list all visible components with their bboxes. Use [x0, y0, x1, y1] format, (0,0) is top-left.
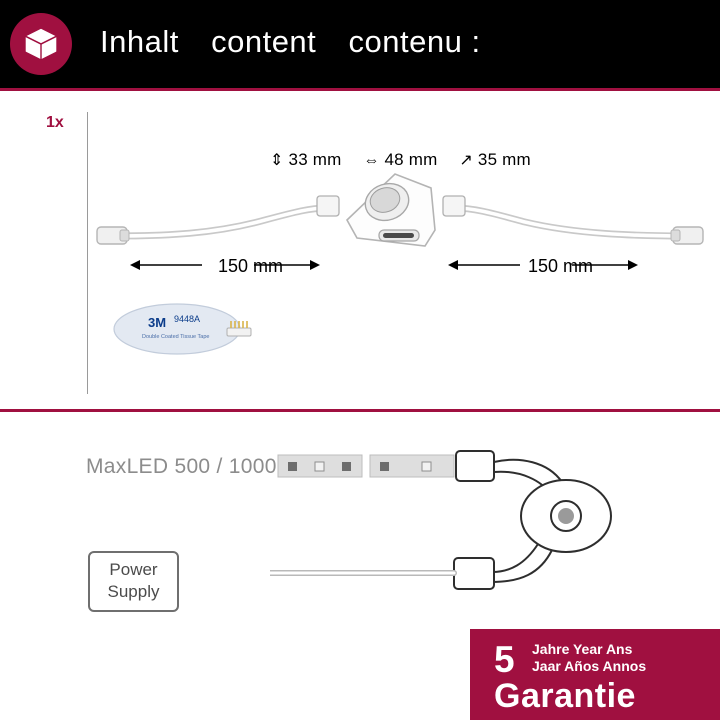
power-supply-box [88, 551, 179, 612]
svg-text:3M: 3M [148, 315, 167, 330]
dimension-depth: 35 mm [477, 150, 531, 169]
package-box-icon [10, 13, 72, 75]
warranty-title: Garantie [494, 677, 636, 715]
warranty-line2: Jaar Años Annos [532, 658, 647, 674]
svg-text:9448A: 9448A [174, 314, 201, 324]
dimension-height: 33 mm [288, 150, 342, 169]
section-vertical-rule [87, 112, 88, 394]
right-cable-length-label: 150 mm [528, 256, 594, 276]
header-bar [0, 0, 720, 88]
power-supply-text [90, 559, 177, 603]
adhesive-tape-icon [112, 300, 242, 358]
page-title-en: content [211, 24, 317, 59]
warranty-badge [470, 629, 720, 720]
warranty-line1: Jahre Year Ans [532, 641, 633, 657]
depth-arrow-icon: ↗ [459, 152, 473, 169]
page-title [100, 24, 481, 60]
dimensions-row [270, 150, 531, 170]
page-title-fr: contenu : [348, 24, 481, 59]
dimension-width: 48 mm [384, 150, 438, 169]
warranty-years: 5 [494, 639, 515, 680]
power-supply-line1: Power [109, 560, 158, 579]
divider-top [0, 88, 720, 91]
maxled-strip-label: MaxLED 500 / 1000 [86, 455, 277, 478]
power-supply-line2: Supply [107, 582, 160, 601]
width-arrow-icon: ⇔ [363, 152, 380, 169]
svg-text:Double Coated Tissue Tape: Double Coated Tissue Tape [142, 334, 210, 340]
application-wiring-diagram [270, 440, 670, 610]
page-title-de: Inhalt [100, 24, 179, 59]
height-arrow-icon: ⇕ [270, 152, 284, 169]
divider-middle [0, 409, 720, 412]
quantity-label: 1x [46, 114, 64, 131]
left-cable-length-label: 150 mm [218, 256, 284, 276]
connector-pins-icon [224, 318, 254, 344]
